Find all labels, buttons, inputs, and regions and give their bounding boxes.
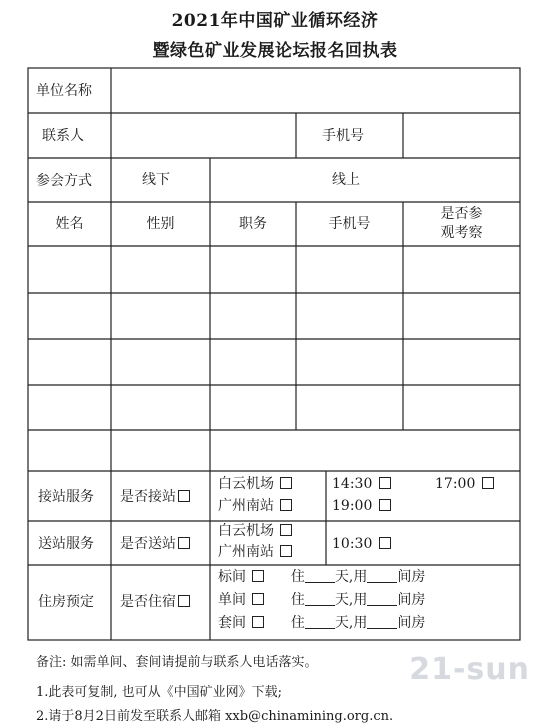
form-title-line-1: 2021年中国矿业循环经济 [171,11,379,31]
dropoff-airport-option[interactable]: 白云机场 [218,522,292,540]
header-visit-line-1: 是否参 [440,206,483,222]
header-position: 职务 [239,216,267,232]
days-label: 天,用 [334,569,368,585]
dropoff-label: 送站服务 [38,536,94,552]
pickup-time-1-checkbox[interactable] [379,477,391,489]
pickup-time-2[interactable]: 17:00 [435,475,494,493]
header-visit-line-2: 观考察 [440,225,483,241]
room-count-blank[interactable] [367,593,397,606]
lodging-label: 住房预定 [38,594,94,610]
pickup-question[interactable]: 是否接站 [120,488,190,506]
rooms-label: 间房 [397,615,426,631]
room-count-blank[interactable] [367,616,397,629]
header-gender: 性别 [146,216,175,232]
single-room-checkbox[interactable] [252,593,264,605]
room-count-blank[interactable] [367,570,397,583]
dropoff-time-1[interactable]: 10:30 [332,535,391,553]
pickup-station-option[interactable]: 广州南站 [218,497,292,515]
days-label: 天,用 [334,592,368,608]
unit-name-label: 单位名称 [36,83,92,99]
rooms-label: 间房 [397,569,426,585]
pickup-time-1[interactable]: 14:30 [332,475,391,493]
pickup-checkbox[interactable] [178,490,190,502]
days-blank[interactable] [305,570,335,583]
pickup-time-2-checkbox[interactable] [482,477,494,489]
pickup-airport-checkbox[interactable] [280,477,292,489]
watermark-logo: 21-sun [409,652,530,687]
phone-field[interactable] [405,115,518,156]
lodging-row-suite[interactable] [218,614,425,632]
remark-note: 备注: 如需单间、套间请提前与联系人电话落实。 [36,655,318,670]
suite-room-checkbox[interactable] [252,616,264,628]
stay-label: 住 [290,569,305,585]
note-deadline: 2.请于8月2日前发至联系人邮箱 xxb@chinamining.org.cn. [36,709,394,724]
note-copy: 1.此表可复制, 也可从《中国矿业网》下载; [36,685,283,700]
room-type: 标间 [218,569,246,585]
lodging-row-single[interactable] [218,591,425,609]
lodging-row-standard[interactable] [218,568,425,586]
dropoff-time-1-checkbox[interactable] [379,537,391,549]
dropoff-airport-checkbox[interactable] [280,524,292,536]
dropoff-station-checkbox[interactable] [280,545,292,557]
dropoff-station-option[interactable]: 广州南站 [218,543,292,561]
mode-label: 参会方式 [36,173,92,189]
rooms-label: 间房 [397,592,426,608]
pickup-airport-option[interactable]: 白云机场 [218,475,292,493]
days-blank[interactable] [305,616,335,629]
pickup-label: 接站服务 [38,489,94,505]
room-type: 套间 [218,615,246,631]
dropoff-question[interactable]: 是否送站 [120,535,190,553]
lodging-checkbox[interactable] [178,595,190,607]
header-phone: 手机号 [328,216,371,232]
header-name: 姓名 [55,216,84,232]
days-label: 天,用 [334,615,368,631]
room-type: 单间 [218,592,246,608]
unit-name-field[interactable] [113,70,518,111]
dropoff-checkbox[interactable] [178,537,190,549]
phone-label: 手机号 [322,128,364,144]
online-option[interactable]: 线上 [332,172,360,188]
pickup-time-3-checkbox[interactable] [379,499,391,511]
form-title-line-2: 暨绿色矿业发展论坛报名回执表 [152,41,398,61]
lodging-question[interactable]: 是否住宿 [120,593,190,611]
pickup-time-3[interactable]: 19:00 [332,497,391,515]
offline-option[interactable]: 线下 [142,172,170,188]
contact-field[interactable] [113,115,294,156]
stay-label: 住 [290,592,305,608]
contact-label: 联系人 [42,128,84,144]
pickup-station-checkbox[interactable] [280,499,292,511]
days-blank[interactable] [305,593,335,606]
standard-room-checkbox[interactable] [252,570,264,582]
stay-label: 住 [290,615,305,631]
